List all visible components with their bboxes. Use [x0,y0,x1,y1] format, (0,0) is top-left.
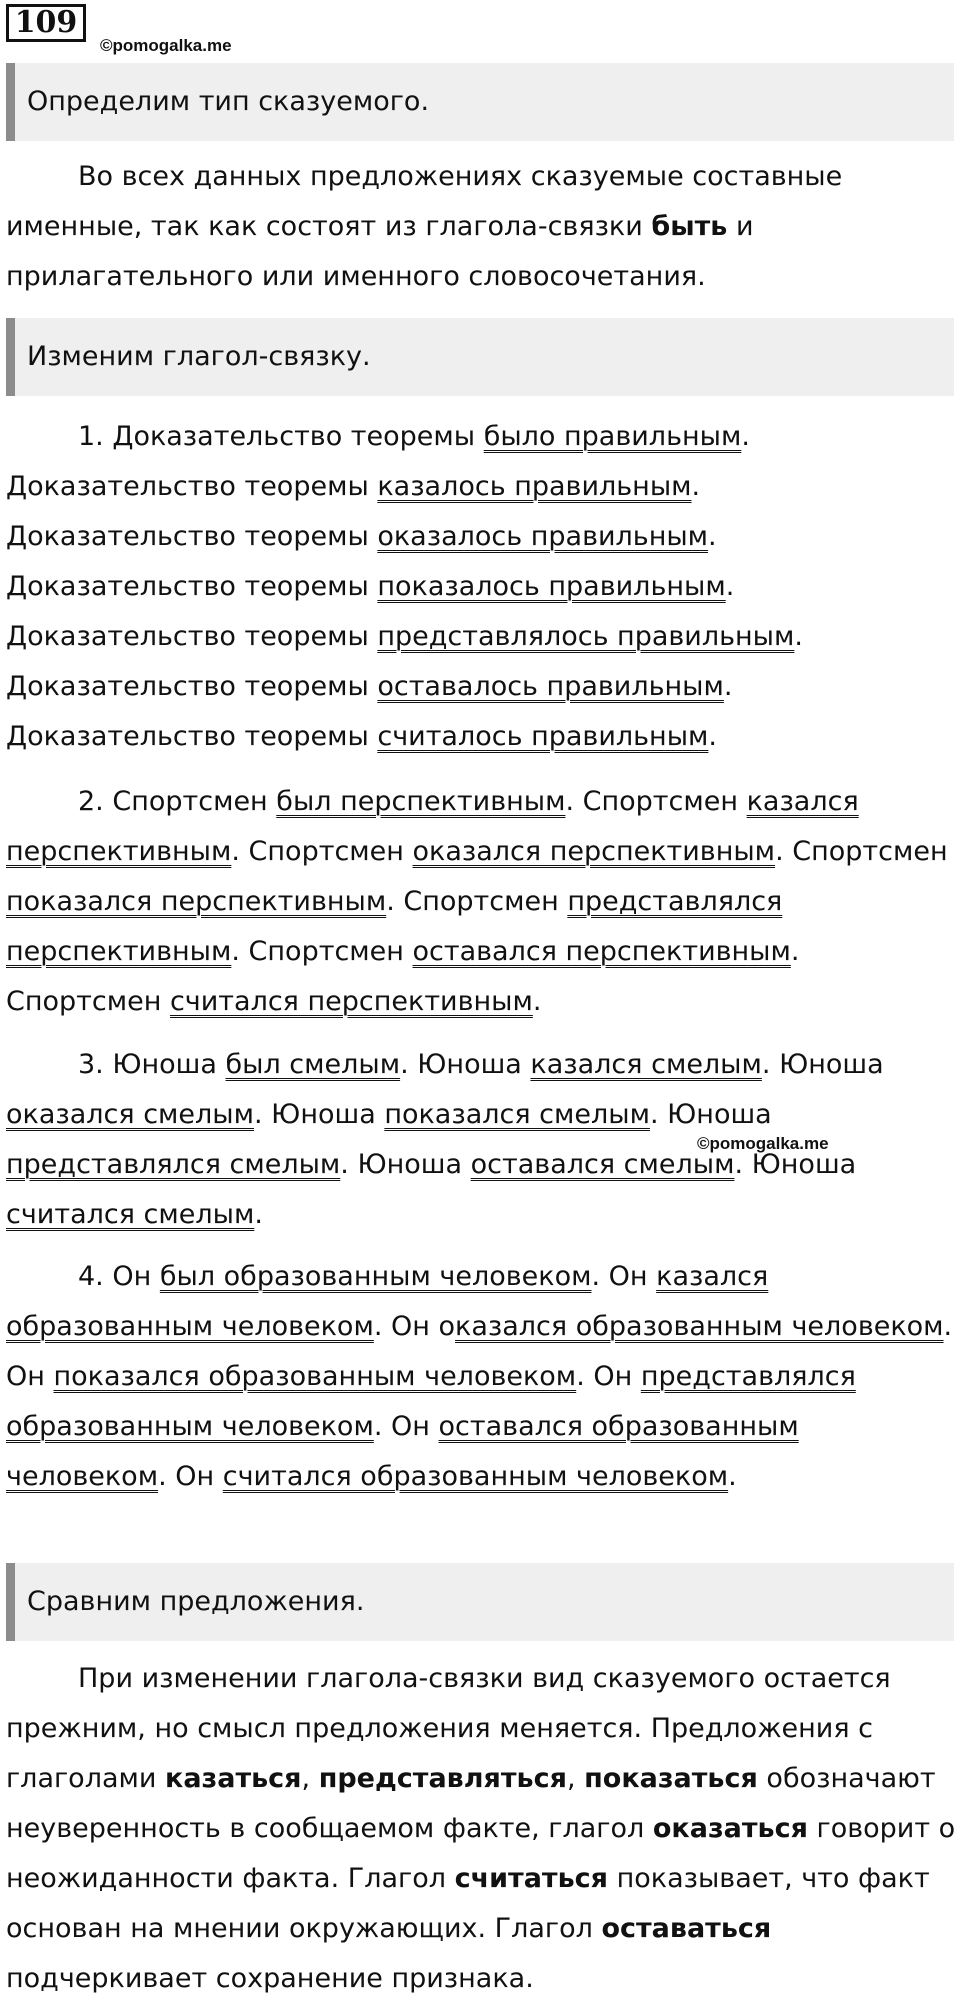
example-4: 4. Он был образованным человеком. Он казался образованным человеком. Он оказался образованным человеком. Он показался образованным человеком. Он представлялся образованным человеком. Он оставался образованным человеком. Он считался образованным человеком. [6,1261,953,1492]
predicate: казался перспективным [6,786,859,867]
predicate: оказалось правильным [377,521,709,552]
conclusion-paragraph: При изменении глагола-связки вид сказуемого остается прежним, но смысл предложения меняется. Предложения с глаголами казаться, представляться, показаться обозначают неуверенность в сообщаемом факте, глагол оказаться говорит о неожиданности факта. Глагол считаться показывает, что факт основан на мнении окружающих. Глагол оставаться подчеркивает сохранение признака. [6,1663,956,1994]
predicate: показалось правильным [377,571,726,602]
predicate: показался образованным человеком [53,1361,577,1392]
predicate: оставался образованным человеком [6,1411,799,1492]
bold-word: казаться [165,1763,302,1794]
bold-word: представляться [318,1763,567,1794]
section-title-predicate-type: Определим тип сказуемого. [6,63,954,141]
predicate: представлялся образованным человеком [6,1361,856,1442]
predicate: казалось правильным [377,471,692,502]
example-3: 3. Юноша был смелым. Юноша казался смелым. Юноша оказался смелым. Юноша показался смелым. Юноша представлялся смелым. Юноша оставался смелым. Юноша считался смелым. [6,1049,884,1230]
predicate: было правильным [483,421,742,452]
predicate: оказался перспективным [412,836,776,867]
predicate: был образованным человеком [159,1261,592,1292]
bold-word: считаться [454,1863,608,1894]
section-title-change-verb: Изменим глагол-связку. [6,318,954,396]
predicate: показался смелым [384,1099,650,1130]
section-title-compare: Сравним предложения. [6,1563,954,1641]
predicate: представлялся перспективным [6,886,783,967]
predicate: оставался перспективным [412,936,791,967]
predicate: казался образованным человеком [455,1311,944,1342]
bold-word: показаться [584,1763,758,1794]
predicate: был смелым [225,1049,401,1080]
predicate: представлялся смелым [6,1149,341,1180]
predicate: оставалось правильным [377,671,724,702]
bold-word: быть [651,211,728,242]
example-1: 1. Доказательство теоремы было правильным. Доказательство теоремы казалось правильным. Доказательство теоремы оказалось правильным. Доказательство теоремы показалось правильным. Доказательство теоремы представлялось правильным. Доказательство теоремы оставалось правильным. Доказательство теоремы считалось правильным. [6,421,803,752]
example-2: 2. Спортсмен был перспективным. Спортсмен казался перспективным. Спортсмен оказался перспективным. Спортсмен показался перспективным. Спортсмен представлялся перспективным. Спортсмен оставался перспективным. Спортсмен считался перспективным. [6,786,948,1017]
predicate: казался образованным человеком [6,1261,769,1342]
predicate: показался перспективным [6,886,387,917]
predicate: считался образованным человеком [222,1461,729,1492]
predicate: представлялось правильным [377,621,795,652]
predicate: оказался смелым [6,1099,254,1130]
predicate: считался смелым [6,1199,255,1230]
watermark: ©pomogalka.me [100,36,232,55]
predicate: оставался смелым [470,1149,735,1180]
watermark-middle: ©pomogalka.me [697,1134,829,1153]
predicate: считался перспективным [169,986,533,1017]
task-number: 109 [6,4,86,42]
intro-paragraph: Во всех данных предложениях сказуемые составные именные, так как состоят из глагола-связки быть и прилагательного или именного словосочетания. [6,161,843,292]
predicate: был перспективным [276,786,566,817]
bold-word: оставаться [601,1913,772,1944]
predicate: казался смелым [530,1049,762,1080]
predicate: считалось правильным [377,721,709,752]
bold-word: оказаться [652,1813,808,1844]
